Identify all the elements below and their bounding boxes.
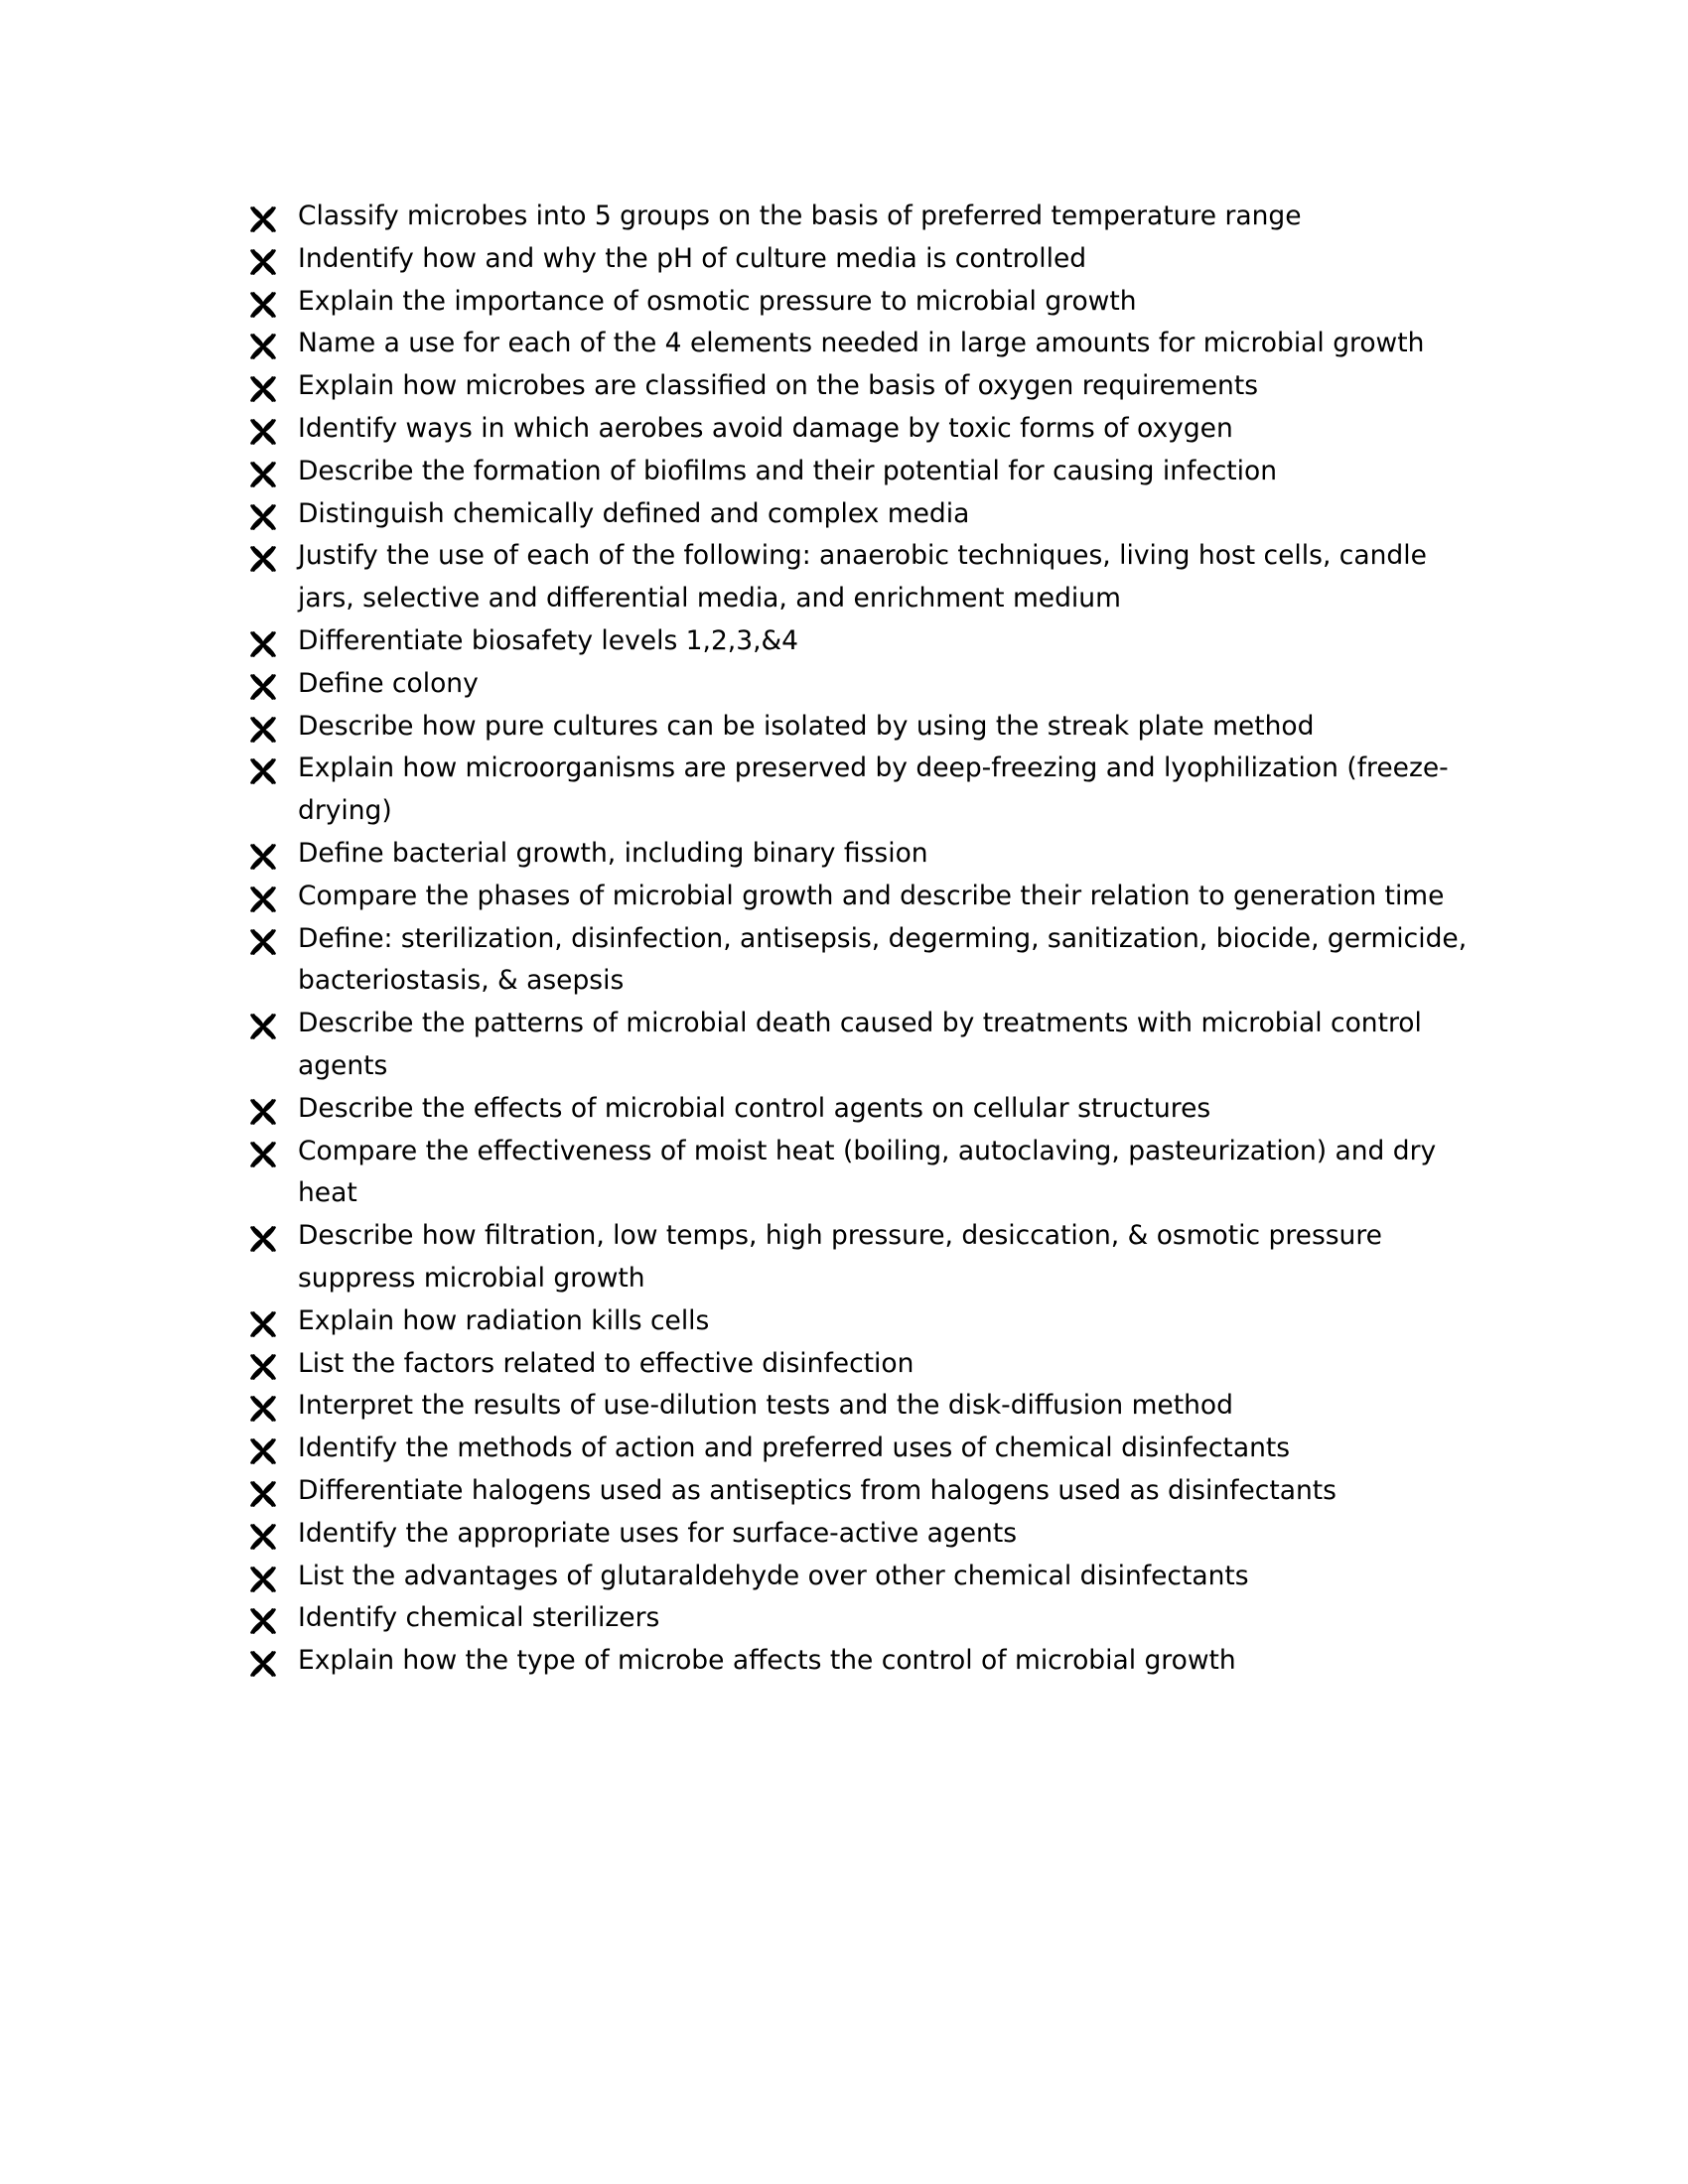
objective-item <box>246 1428 1477 1470</box>
four-petal-x-bullet-icon <box>248 672 278 702</box>
objective-text: Explain how radiation kills cells <box>298 1304 710 1336</box>
four-petal-x-bullet-icon <box>248 1436 278 1466</box>
four-petal-x-bullet-icon <box>248 544 278 574</box>
objective-text: Distinguish chemically defined and complex media <box>298 497 970 529</box>
objective-text: Describe the effects of microbial control agents on cellular structures <box>298 1092 1211 1124</box>
objective-item <box>246 451 1477 493</box>
four-petal-x-bullet-icon <box>248 1309 278 1339</box>
four-petal-x-bullet-icon <box>248 1649 278 1679</box>
objective-item <box>246 1131 1477 1216</box>
objective-item <box>246 281 1477 324</box>
four-petal-x-bullet-icon <box>248 1606 278 1636</box>
four-petal-x-bullet-icon <box>248 1394 278 1424</box>
four-petal-x-bullet-icon <box>248 756 278 786</box>
objective-text: Classify microbes into 5 groups on the basis of preferred temperature range <box>298 201 1302 231</box>
objective-text: Indentify how and why the pH of culture media is controlled <box>298 242 1087 274</box>
objective-text: Describe how pure cultures can be isolated by using the streak plate method <box>298 710 1315 742</box>
objective-text: Interpret the results of use-dilution tests and the disk-diffusion method <box>298 1390 1233 1422</box>
objective-text: Describe the patterns of microbial death caused by treatments with microbial control agents <box>298 1008 1422 1081</box>
objective-item <box>246 365 1477 408</box>
objective-item <box>246 1385 1477 1428</box>
objective-text: Identify ways in which aerobes avoid damage by toxic forms of oxygen <box>298 412 1233 444</box>
objective-item <box>246 238 1477 281</box>
objective-text: Define bacterial growth, including binary fission <box>298 837 928 869</box>
four-petal-x-bullet-icon <box>248 502 278 532</box>
objective-item <box>246 493 1477 536</box>
objective-text: Explain the importance of osmotic pressure to microbial growth <box>298 285 1137 317</box>
objective-text: Differentiate biosafety levels 1,2,3,&4 <box>298 624 799 656</box>
four-petal-x-bullet-icon <box>248 205 278 234</box>
objective-text: Compare the phases of microbial growth and describe their relation to generation time <box>298 880 1445 911</box>
objective-text: List the advantages of glutaraldehyde over other chemical disinfectants <box>298 1560 1249 1591</box>
objective-item <box>246 535 1477 620</box>
objective-text: Identify the methods of action and preferred uses of chemical disinfectants <box>298 1433 1291 1464</box>
four-petal-x-bullet-icon <box>248 247 278 277</box>
objective-item <box>246 833 1477 876</box>
objective-text: Explain how microbes are classified on the basis of oxygen requirements <box>298 370 1259 402</box>
objective-item <box>246 1513 1477 1556</box>
four-petal-x-bullet-icon <box>248 417 278 447</box>
four-petal-x-bullet-icon <box>248 1097 278 1127</box>
objective-item <box>246 1556 1477 1598</box>
objective-text: Differentiate halogens used as antiseptics from halogens used as disinfectants <box>298 1474 1336 1506</box>
four-petal-x-bullet-icon <box>248 332 278 361</box>
four-petal-x-bullet-icon <box>248 460 278 489</box>
objective-text: Explain how the type of microbe affects the control of microbial growth <box>298 1645 1236 1677</box>
objective-item <box>246 663 1477 706</box>
objective-item <box>246 706 1477 749</box>
objective-text: Define: sterilization, disinfection, antisepsis, degerming, sanitization, biocide, germicide, bacteriostasis, & asepsis <box>298 922 1468 997</box>
objective-text: Justify the use of each of the following: anaerobic techniques, living host cells, candle jars, selective and differential media, and enrichment medium <box>298 540 1427 614</box>
four-petal-x-bullet-icon <box>248 842 278 872</box>
objective-item <box>246 1088 1477 1131</box>
objectives-list <box>246 196 1477 1683</box>
four-petal-x-bullet-icon <box>248 1140 278 1169</box>
four-petal-x-bullet-icon <box>248 290 278 320</box>
objective-item <box>246 876 1477 918</box>
objective-text: Explain how microorganisms are preserved by deep-freezing and lyophilization (freeze-drying) <box>298 752 1449 827</box>
objective-text: Describe how filtration, low temps, high pressure, desiccation, & osmotic pressure suppress microbial growth <box>298 1220 1382 1294</box>
objective-item <box>246 196 1477 238</box>
four-petal-x-bullet-icon <box>248 927 278 957</box>
objective-item <box>246 323 1477 365</box>
objective-text: Name a use for each of the 4 elements needed in large amounts for microbial growth <box>298 328 1425 359</box>
four-petal-x-bullet-icon <box>248 885 278 914</box>
objective-item <box>246 1003 1477 1088</box>
objective-text: Identify the appropriate uses for surface-active agents <box>298 1517 1018 1549</box>
objective-text: Define colony <box>298 667 479 699</box>
objective-text: Describe the formation of biofilms and their potential for causing infection <box>298 455 1278 486</box>
four-petal-x-bullet-icon <box>248 1224 278 1254</box>
objective-item <box>246 1470 1477 1513</box>
four-petal-x-bullet-icon <box>248 1522 278 1552</box>
objective-item <box>246 408 1477 451</box>
objective-item <box>246 1300 1477 1343</box>
four-petal-x-bullet-icon <box>248 629 278 659</box>
four-petal-x-bullet-icon <box>248 1565 278 1594</box>
four-petal-x-bullet-icon <box>248 715 278 745</box>
objective-item <box>246 1343 1477 1386</box>
four-petal-x-bullet-icon <box>248 1479 278 1509</box>
four-petal-x-bullet-icon <box>248 1012 278 1041</box>
objective-text: List the factors related to effective disinfection <box>298 1347 914 1379</box>
objective-item <box>246 918 1477 1004</box>
objective-item <box>246 1597 1477 1640</box>
objective-item <box>246 748 1477 833</box>
four-petal-x-bullet-icon <box>248 374 278 404</box>
four-petal-x-bullet-icon <box>248 1352 278 1382</box>
objective-text: Compare the effectiveness of moist heat (boiling, autoclaving, pasteurization) and dry heat <box>298 1135 1437 1209</box>
objective-item <box>246 1215 1477 1300</box>
objective-item <box>246 1640 1477 1683</box>
objective-text: Identify chemical sterilizers <box>298 1602 660 1634</box>
objective-item <box>246 620 1477 663</box>
